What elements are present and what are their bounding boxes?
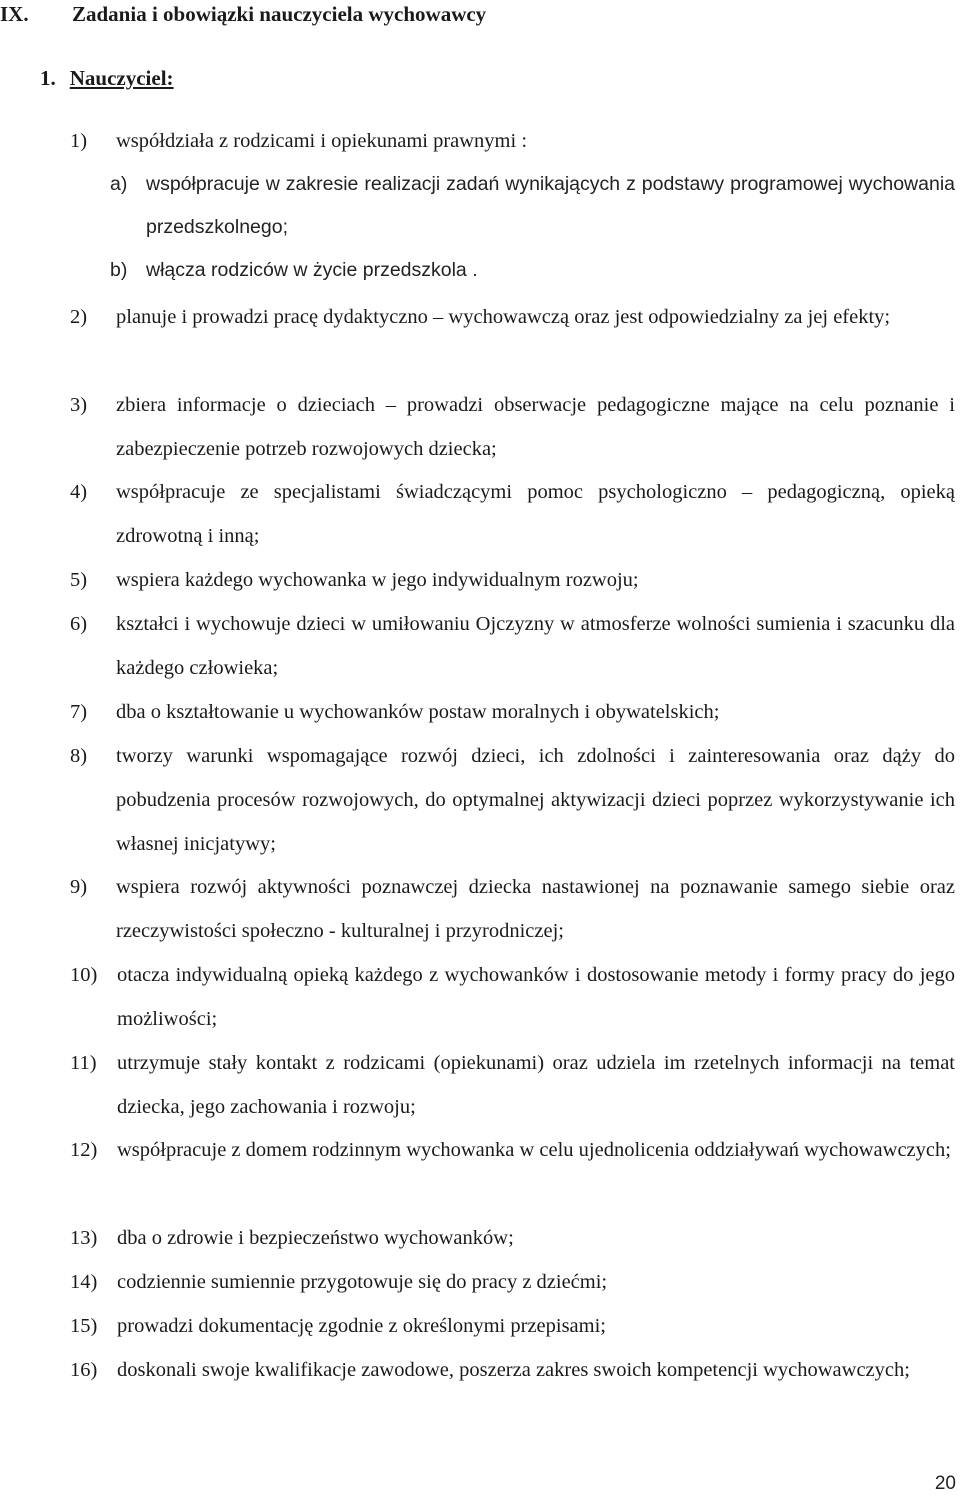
- item-number: 5): [70, 569, 88, 591]
- sub-item-text: współpracuje w zakresie realizacji zadań wynikających z podstawy programowej wychowania przedszkolnego;: [146, 173, 955, 238]
- item-text: współpracuje z domem rodzinnym wychowanka w celu ujednolicenia oddziaływań wychowawczych;: [117, 1139, 951, 1161]
- item-number: 13): [70, 1227, 98, 1249]
- list-item: [70, 1260, 955, 1304]
- item-text: doskonali swoje kwalifikacje zawodowe, poszerza zakres swoich kompetencji wychowawczych;: [117, 1359, 910, 1381]
- item-text: wspiera każdego wychowanka w jego indywidualnym rozwoju;: [116, 569, 639, 591]
- item-text: utrzymuje stały kontakt z rodzicami (opiekunami) oraz udziela im rzetelnych informacji na temat dziecka, jego zachowania i rozwoju;: [117, 1052, 955, 1118]
- item-number: 7): [70, 701, 88, 723]
- list-item: [70, 558, 955, 602]
- item-text: dba o zdrowie i bezpieczeństwo wychowanków;: [117, 1227, 514, 1249]
- item-number: 2): [70, 306, 88, 328]
- list-item: [70, 734, 955, 866]
- item-text: zbiera informacje o dzieciach – prowadzi obserwacje pedagogiczne mające na celu poznanie i zabezpieczenie potrzeb rozwojowych dziecka;: [116, 394, 955, 460]
- list-item: [70, 1216, 955, 1260]
- list-item: [70, 295, 955, 339]
- item-number: 15): [70, 1315, 98, 1337]
- item-text: prowadzi dokumentację zgodnie z określonymi przepisami;: [117, 1315, 606, 1337]
- list-item: [70, 1128, 955, 1172]
- sub-item-text: włącza rodziców w życie przedszkola .: [146, 259, 478, 281]
- item-number: 1): [70, 130, 88, 152]
- list-item: [70, 470, 955, 558]
- item-text: otacza indywidualną opieką każdego z wychowanków i dostosowanie metody i formy pracy do jego możliwości;: [117, 964, 955, 1030]
- item-number: 3): [70, 394, 88, 416]
- item-text: współpracuje ze specjalistami świadczącymi pomoc psychologiczno – pedagogiczną, opieką zdrowotną i inną;: [116, 481, 955, 547]
- list-item: [70, 383, 955, 471]
- list-item: [70, 602, 955, 690]
- chapter-number: IX.: [0, 2, 29, 26]
- item-number: 16): [70, 1359, 98, 1381]
- section-heading: [40, 64, 174, 92]
- item-number: 14): [70, 1271, 98, 1293]
- item-number: 10): [70, 964, 98, 986]
- item-number: 11): [70, 1052, 97, 1074]
- item-text: kształci i wychowuje dzieci w umiłowaniu Ojczyzny w atmosferze wolności sumienia i szacunku dla każdego człowieka;: [116, 613, 955, 679]
- sub-item-label: b): [110, 259, 128, 281]
- section-number: 1.: [40, 66, 56, 90]
- list-item: [70, 865, 955, 953]
- list-item: [70, 119, 955, 163]
- chapter-title: Zadania i obowiązki nauczyciela wychowawcy: [72, 2, 487, 26]
- item-number: 6): [70, 613, 88, 635]
- item-number: 12): [70, 1139, 98, 1161]
- item-number: 4): [70, 481, 88, 503]
- sub-item-label: a): [110, 173, 128, 195]
- item-text: współdziała z rodzicami i opiekunami prawnymi :: [116, 130, 528, 152]
- item-text: codziennie sumiennie przygotowuje się do pracy z dziećmi;: [117, 1271, 608, 1293]
- item-text: wspiera rozwój aktywności poznawczej dziecka nastawionej na poznawanie samego siebie oraz rzeczywistości społeczno - kulturalnej i przyrodniczej;: [116, 876, 955, 942]
- item-number: 9): [70, 876, 88, 898]
- list-item: [70, 1041, 955, 1129]
- sub-item: [110, 163, 955, 249]
- item-text: planuje i prowadzi pracę dydaktyczno – wychowawczą oraz jest odpowiedzialny za jej efekty;: [116, 306, 891, 328]
- page-number: 20: [934, 1473, 956, 1494]
- list-item: [70, 1304, 955, 1348]
- item-text: dba o kształtowanie u wychowanków postaw moralnych i obywatelskich;: [116, 701, 720, 723]
- sub-item: [110, 249, 955, 292]
- item-number: 8): [70, 745, 88, 767]
- list-item: [70, 690, 955, 734]
- list-item: [70, 1348, 955, 1392]
- item-text: tworzy warunki wspomagające rozwój dzieci, ich zdolności i zainteresowania oraz dąży do pobudzenia procesów rozwojowych, do optymalnej aktywizacji dzieci poprzez wykorzystywanie ich własnej inicjatywy;: [116, 745, 955, 855]
- section-title: Nauczyciel:: [69, 66, 174, 90]
- list-item: [70, 953, 955, 1041]
